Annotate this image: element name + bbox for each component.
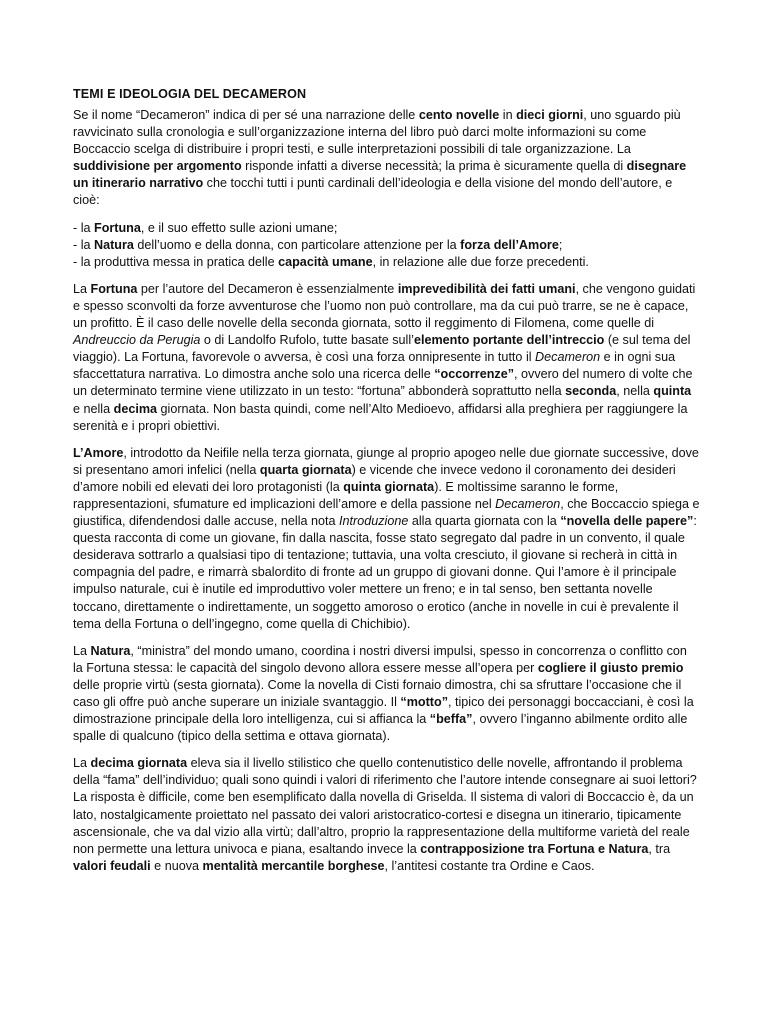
- list-item-capacita: - la produttiva messa in pratica delle capacità umane, in relazione alle due forze precedenti.: [73, 254, 589, 269]
- paragraph-intro: Se il nome “Decameron” indica di per sé una narrazione delle cento novelle in dieci giorni, uno sguardo più ravvicinato sulla cronologia e sull’organizzazione interna del libro può darci molte informazioni su come Boccaccio scelga di distribuire i propri testi, e sulle interpretazioni possibili di tale organizzazione. La suddivisione per argomento risponde infatti a diverse necessità; la prima è sicuramente quella di disegnare un itinerario narrativo che tocchi tutti i punti cardinali dell’ideologia e della visione del mondo dell’autore, e cioè:: [73, 108, 687, 208]
- paragraph-natura: La Natura, “ministra” del mondo umano, coordina i nostri diversi impulsi, spesso in concorrenza o conflitto con la Fortuna stessa: le capacità del singolo devono allora essere messe all’opera per cogliere il giusto premio delle proprie virtù (sesta giornata). Come la novella di Cisti fornaio dimostra, chi sa sfruttare l’occasione che il caso gli offre può anche superare un iniziale svantaggio. Il “motto”, tipico dei personaggi boccacciani, è così la dimostrazione principale della loro intelligenza, cui si affianca la “beffa”, ovvero l’inganno abilmente ordito alle spalle di qualcuno (tipico della settima e ottava giornata).: [73, 643, 694, 744]
- list-item-fortuna: - la Fortuna, e il suo effetto sulle azioni umane;: [73, 220, 338, 235]
- paragraph-decima-giornata: La decima giornata eleva sia il livello stilistico che quello contenutistico delle novelle, affrontando il problema della “fama” dell’individuo; quali sono quindi i valori di riferimento che l’autore intende consegnare ai suoi lettori? La risposta è difficile, come ben esemplificato dalla novella di Griselda. Il sistema di valori di Boccaccio è, da un lato, nostalgicamente proiettato nel passato dei valori aristocratico-cortesi e disegna un itinerario, tipicamente ascensionale, che va dal vizio alla virtù; dall’altro, proprio la rappresentazione della multiforme varietà del reale non permette una lettura univoca e piana, esaltando invece la contrapposizione tra Fortuna e Natura, tra valori feudali e nuova mentalità mercantile borghese, l’antitesi costante tra Ordine e Caos.: [73, 756, 697, 873]
- paragraph-amore: L’Amore, introdotto da Neifile nella terza giornata, giunge al proprio apogeo nelle due giornate successive, dove si presentano amori infelici (nella quarta giornata) e vicende che invece vedono il coronamento dei desideri d’amore nobili ed elevati dei loro protagonisti (la quinta giornata). E moltissime saranno le forme, rappresentazioni, sfumature ed implicazioni dell’amore e della passione nel Decameron, che Boccaccio spiega e giustifica, difendendosi dalle accuse, nella nota Introduzione alla quarta giornata con la “novella delle papere”: questa racconta di come un giovane, fin dalla nascita, fosse stato segregato dal padre in un convento, il quale desiderava sottrarlo a qualsiasi tipo di tentazione; tuttavia, una volta cresciuto, il giovane si recherà in città in compagnia del padre, e rimarrà sbalordito di fronte ad un gruppo di giovani donne. Qui l’amore è il principale impulso naturale, cui è inutile ed improduttivo voler mettere un freno; e in tal senso, ben settanta novelle toccano, direttamente o indirettamente, un soggetto amoroso o erotico (anche in novelle in cui è prevalente il tema della Fortuna o dell’ingegno, come quella di Chichibio).: [73, 445, 700, 631]
- themes-list: [73, 220, 700, 271]
- paragraph-fortuna: La Fortuna per l’autore del Decameron è essenzialmente imprevedibilità dei fatti umani, che vengono guidati e spesso sconvolti da forze avventurose che l’uomo non può controllare, ma da cui può trarre, se ne è capace, un profitto. È il caso delle novelle della seconda giornata, sotto il reggimento di Filomena, come quelle di Andreuccio da Perugia o di Landolfo Rufolo, tutte basate sull’elemento portante dell’intreccio (e sul tema del viaggio). La Fortuna, favorevole o avversa, è così una forza onnipresente in tutto il Decameron e in ogni sua sfaccettatura narrativa. Lo dimostra anche solo una ricerca delle “occorrenze”, ovvero del numero di volte che un determinato termine viene utilizzato in un testo: “fortuna” abbonderà soprattutto nella seconda, nella quinta e nella decima giornata. Non basta quindi, come nell’Alto Medioevo, affidarsi alla preghiera per raggiungere la serenità e i propri obiettivi.: [73, 281, 696, 433]
- list-item-natura: - la Natura dell’uomo e della donna, con particolare attenzione per la forza dell’Amore;: [73, 237, 563, 252]
- document-title: TEMI E IDEOLOGIA DEL DECAMERON: [73, 87, 307, 101]
